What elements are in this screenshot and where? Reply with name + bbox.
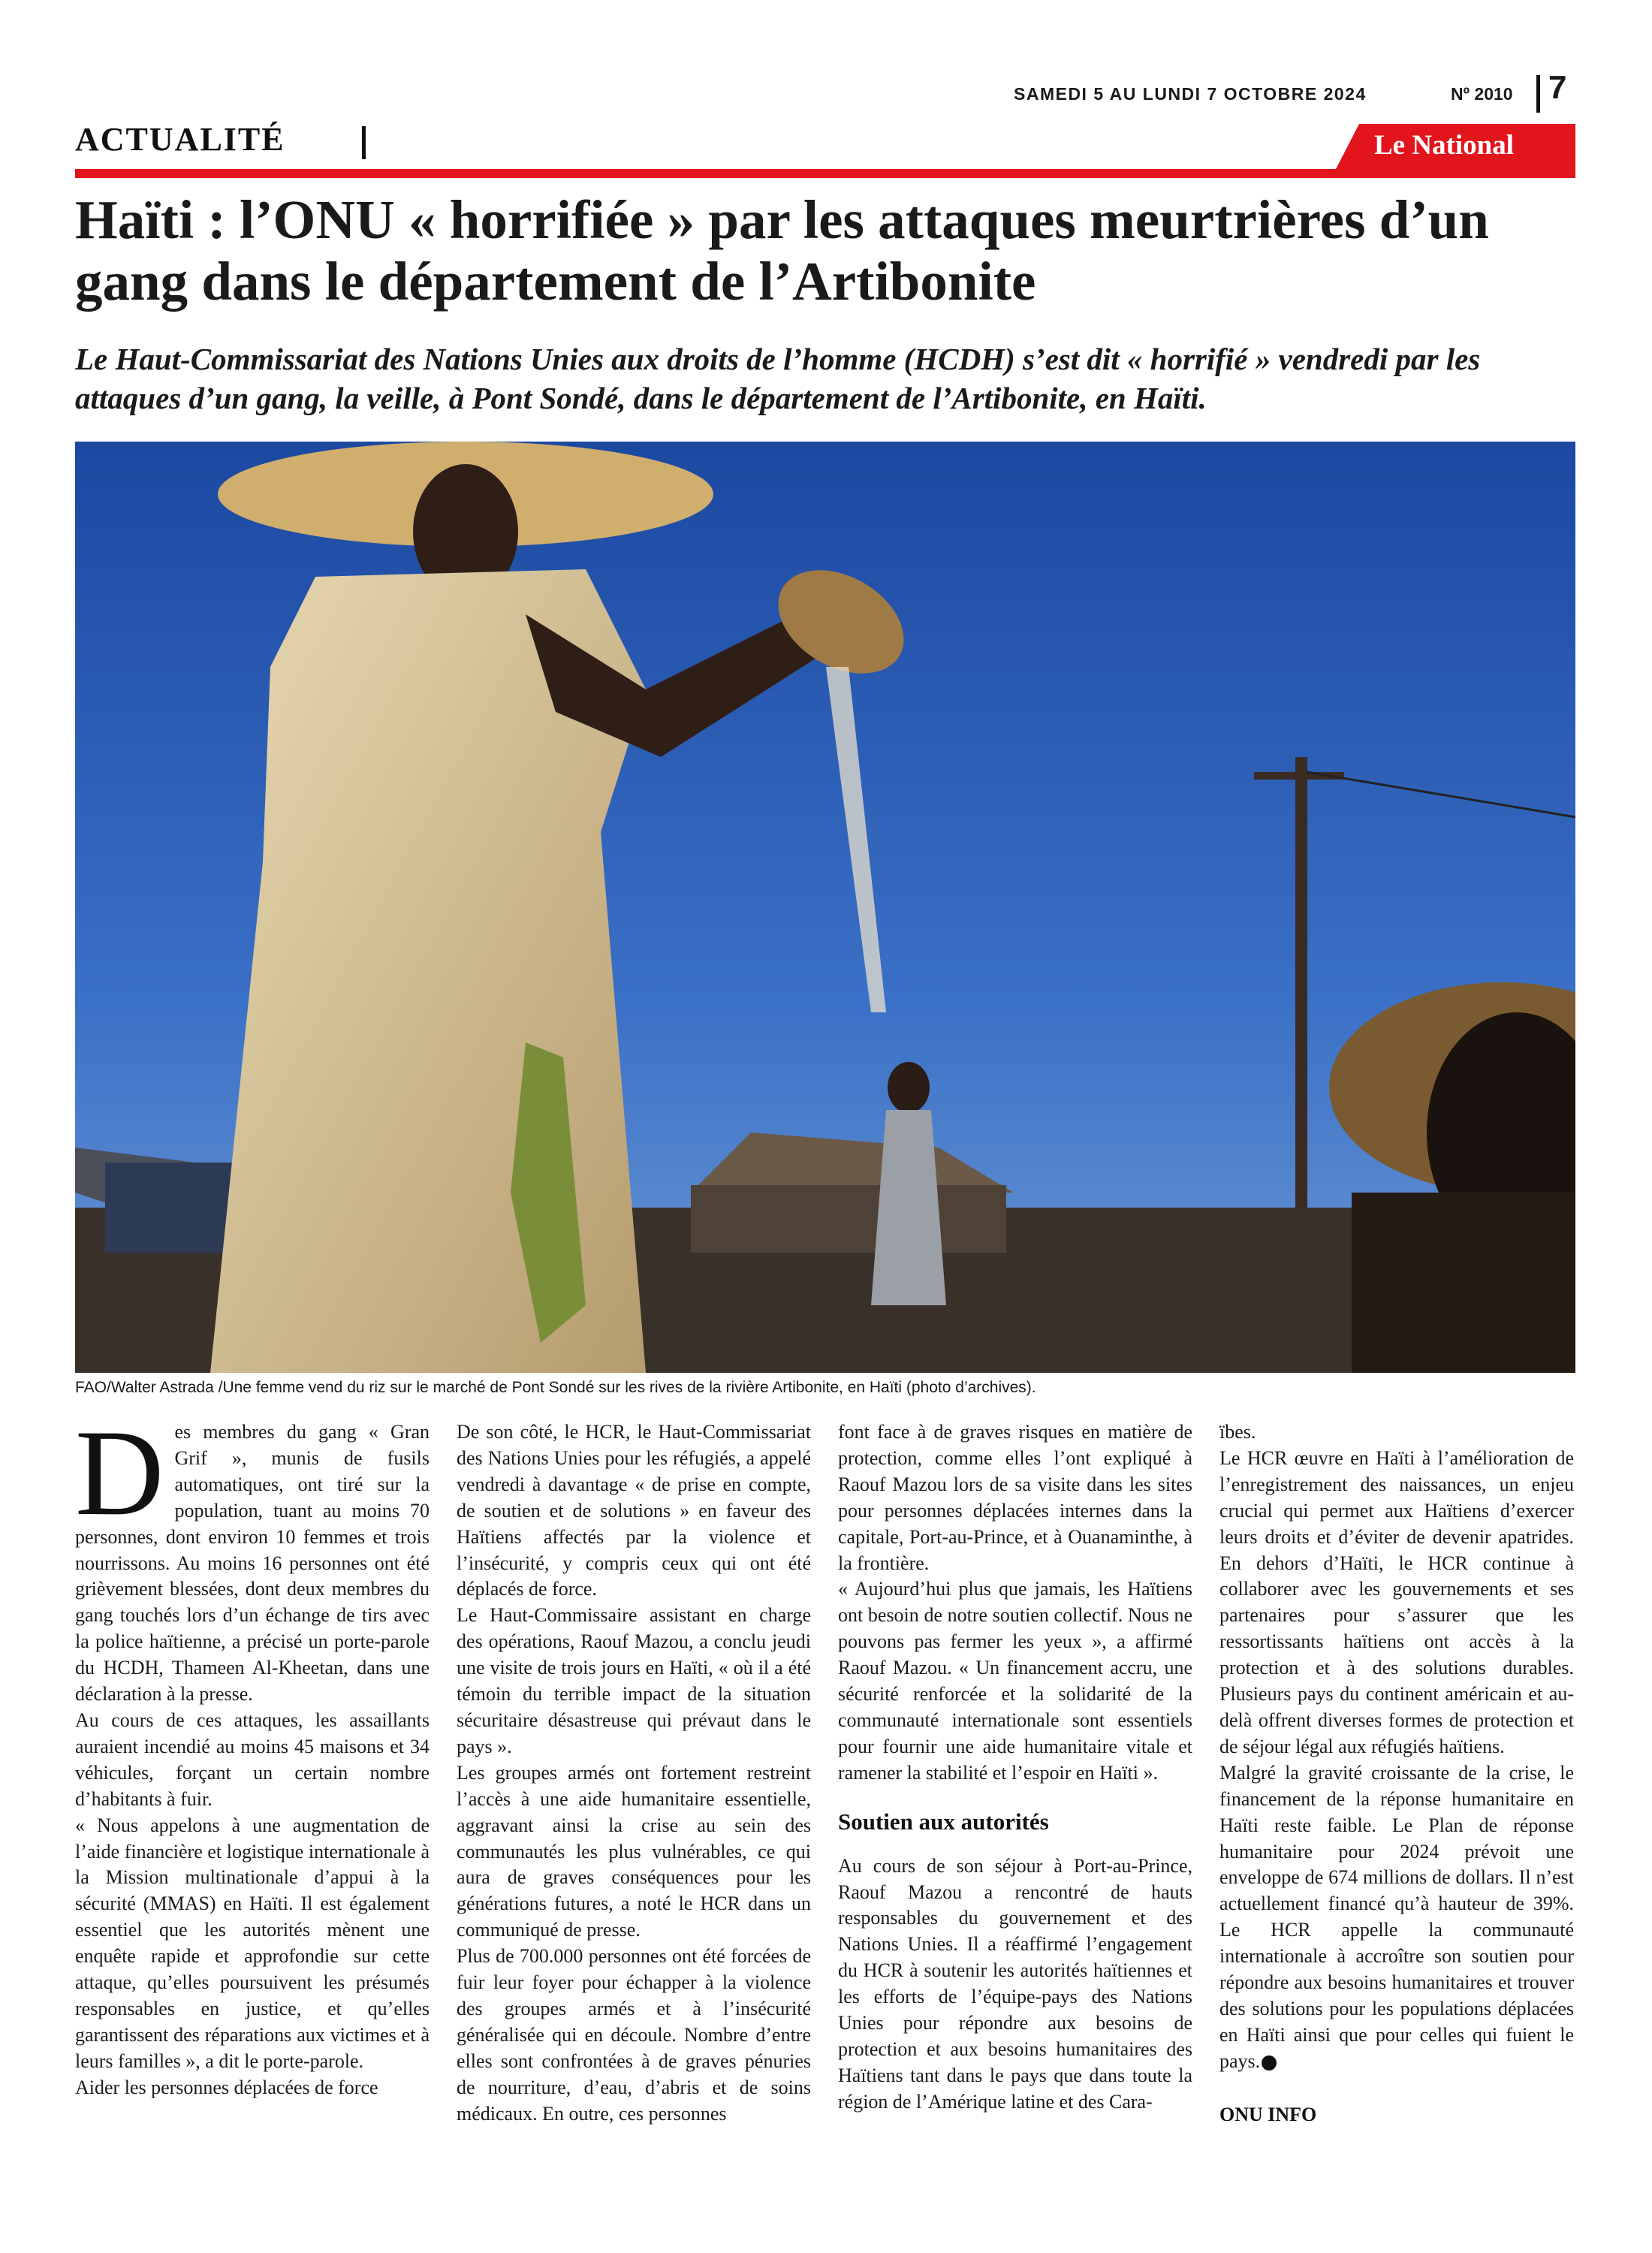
article-subhead: Soutien aux autorités bbox=[838, 1808, 1049, 1835]
issue-date: SAMEDI 5 AU LUNDI 7 OCTOBRE 2024 bbox=[1014, 84, 1367, 104]
paragraph: Au cours de son séjour à Port-au-Prince, Raouf Mazou a rencontré de hauts responsables du gouvernement et des Nations Unies. Il a réaffirmé l’engagement du HCR à soutenir les autorités haïtiennes et les efforts de l’équipe-pays des Nations Unies pour répondre aux besoins de protection et aux besoins humanitaires des Haïtiens tant dans le pays que dans toute la région de l’Amérique latine et des Cara- bbox=[838, 1854, 1192, 2113]
article-column-4 bbox=[1219, 1419, 1574, 2128]
paragraph-text: es membres du gang « Gran Grif », munis de fusils automatiques, ont tiré sur la population, tuant au moins 70 personnes, dont environ 10 femmes et trois nourrissons. Au moins 16 personnes ont été grièvement blessées, dont deux membres du gang touchés lors d’un échange de tirs avec la police haïtienne, a précisé un porte-parole du HCDH, Thameen Al-Kheetan, dans une déclaration à la presse. bbox=[75, 1421, 430, 1706]
drop-cap: D bbox=[75, 1405, 164, 1541]
article-lede: Le Haut-Commissariat des Nations Unies aux droits de l’homme (HCDH) s’est dit « horrifié » vendredi par les attaques d’un gang, la veille, à Pont Sondé, dans le département de l’Artibonite, en Haïti. bbox=[75, 342, 1481, 415]
article-column-2 bbox=[457, 1419, 811, 2127]
paragraph: Plus de 700.000 personnes ont été forcées de fuir leur foyer pour échapper à la violence des groupes armés et à l’insécurité généralisée qui en découle. Nombre d’entre elles sont confrontées à de graves pénuries de nourriture, d’eau, d’abris et de soins médicaux. En outre, ces personnes bbox=[457, 1945, 811, 2125]
paragraph: « Aujourd’hui plus que jamais, les Haïtiens ont besoin de notre soutien collectif. Nous ne pouvons pas fermer les yeux », a affirmé Raouf Mazou. « Un financement accru, une sécurité renforcée et la solidarité de la communauté internationale sont essentiels pour fournir une aide humanitaire vitale et ramener la stabilité et l’espoir en Haïti ». bbox=[838, 1578, 1192, 1784]
article-column-3 bbox=[838, 1419, 1192, 2116]
photo-illustration bbox=[75, 442, 1575, 1373]
page-number-divider bbox=[1536, 75, 1540, 113]
issue-number: Nº 2010 bbox=[1451, 84, 1513, 104]
page-number: 7 bbox=[1548, 69, 1567, 106]
photo-caption: FAO/Walter Astrada /Une femme vend du riz sur le marché de Pont Sondé sur les rives de la rivière Artibonite, en Haïti (photo d’archives). bbox=[75, 1379, 1036, 1396]
paragraph: ïbes. bbox=[1219, 1421, 1256, 1443]
paragraph bbox=[75, 1405, 430, 1708]
paragraph: Les groupes armés ont fortement restreint l’accès à une aide humanitaire essentielle, aggravant ainsi la crise au sein des communautés les plus vulnérables, ce qui aura de graves conséquences pour les générations futures, a noté le HCR dans un communiqué de presse. bbox=[457, 1761, 811, 1941]
header-rule bbox=[75, 169, 1575, 178]
section-label: ACTUALITÉ bbox=[75, 121, 285, 158]
paragraph bbox=[1219, 1760, 1574, 2075]
paragraph: De son côté, le HCR, le Haut-Commissariat des Nations Unies pour les réfugiés, a appelé vendredi à davantage « de prise en compte, de soutien et de solutions » en faveur des Haïtiens affectés par la violence et l’insécurité, y compris ceux qui ont été déplacés de force. bbox=[457, 1421, 811, 1600]
paragraph: Au cours de ces attaques, les assaillants auraient incendié au moins 45 maisons et 34 véhicules, forçant un certain nombre d’habitants à fuir. bbox=[75, 1709, 430, 1810]
article-photo bbox=[75, 442, 1575, 1373]
paragraph: font face à de graves risques en matière de protection, comme elles l’ont expliqué à Raouf Mazou lors de sa visite dans les sites pour personnes déplacées internes dans la capitale, Port-au-Prince, et à Ouanaminthe, à la frontière. bbox=[838, 1421, 1192, 1574]
brand-name: Le National bbox=[1374, 130, 1515, 161]
end-mark-icon bbox=[1262, 2055, 1277, 2071]
paragraph: Le HCR œuvre en Haïti à l’amélioration de l’enregistrement des naissances, un enjeu crucial qui permet aux Haïtiens d’exercer leurs droits et d’éviter de devenir apatrides. En dehors d’Haïti, le HCR continue à collaborer avec les gouvernements et ses partenaires pour s’assurer que les ressortissants haïtiens ont accès à la protection et à des solutions durables. Plusieurs pays du continent américain et au-delà offrent diverses formes de protection et de séjour légal aux réfugiés haïtiens. bbox=[1219, 1446, 1574, 1757]
article-signature: ONU INFO bbox=[1219, 2103, 1317, 2125]
paragraph: Aider les personnes déplacées de force bbox=[75, 2076, 378, 2098]
paragraph: Le Haut-Commissaire assistant en charge des opérations, Raouf Mazou, a conclu jeudi une visite de trois jours en Haïti, « où il a été témoin du terrible impact de la situation sécuritaire désastreuse qui prévaut dans le pays ». bbox=[457, 1604, 811, 1757]
article-column-1 bbox=[75, 1405, 430, 2101]
section-divider bbox=[362, 126, 366, 159]
article-headline: Haïti : l’ONU « horrifiée » par les attaques meurtrières d’un gang dans le département de l’Artibonite bbox=[75, 189, 1489, 312]
paragraph: « Nous appelons à une augmentation de l’aide financière et logistique internationale à la Mission multinationale d’appui à la sécurité (MMAS) en Haïti. Il est également essentiel que les autorités mènent une enquête rapide et approfondie sur cette attaque, qu’elles poursuivent les présumés responsables en justice, et qu’elles garantissent des réparations aux victimes et à leurs familles », a dit le porte-parole. bbox=[75, 1814, 430, 2072]
paragraph-text: Malgré la gravité croissante de la crise, le financement de la réponse humanitaire en Haïti reste faible. Le Plan de réponse humanitaire pour 2024 prévoit une enveloppe de 674 millions de dollars. Il n’est actuellement financé qu’à hauteur de 39%. Le HCR appelle la communauté internationale à accroître son soutien pour répondre aux besoins humanitaires et trouver des solutions pour les populations déplacées en Haïti ainsi que pour celles qui fuient le pays. bbox=[1219, 1761, 1574, 2072]
